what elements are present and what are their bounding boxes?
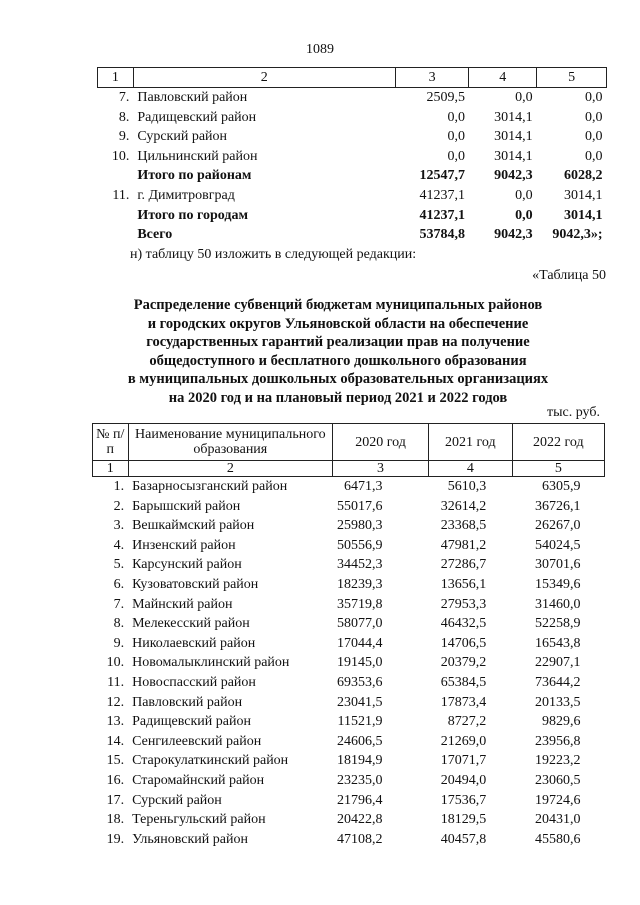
row-name: Цильнинский район <box>137 148 258 164</box>
row-number: 11. <box>112 187 130 203</box>
header-2022: 2022 год <box>512 424 604 461</box>
value-col5: 0,0 <box>585 109 603 125</box>
value-2020: 50556,9 <box>337 537 383 553</box>
header-2021: 2021 год <box>429 424 513 461</box>
value-2020: 25980,3 <box>337 518 383 534</box>
row-name: Всего <box>137 227 173 243</box>
value-col5: 0,0 <box>585 90 603 105</box>
value-2021: 23368,5 <box>440 518 487 534</box>
table-row <box>93 614 605 634</box>
table-row <box>93 575 605 595</box>
row-name: Радищевский район <box>137 109 257 125</box>
value-col3: 2509,5 <box>426 90 465 105</box>
title-line: и городских округов Ульяновской области на обеспечение <box>147 315 529 332</box>
header-cell: 4 <box>469 68 537 88</box>
value-2022: 9829,6 <box>542 714 581 730</box>
value-2020: 20422,8 <box>337 812 383 828</box>
value-col4: 9042,3 <box>494 227 533 243</box>
table-title <box>100 296 576 407</box>
row-number: 8. <box>118 109 130 125</box>
row-number: 19. <box>106 831 125 847</box>
value-2022: 52258,9 <box>535 616 581 632</box>
units-label: тыс. руб. <box>547 405 600 420</box>
value-2022: 54024,5 <box>535 537 581 553</box>
value-2021: 5610,3 <box>447 479 487 494</box>
value-col3: 12547,7 <box>419 168 465 184</box>
value-col4: 0,0 <box>515 90 533 105</box>
value-2022: 20133,5 <box>535 694 581 710</box>
header-cell: 1 <box>98 68 134 88</box>
row-name: Итого по городам <box>137 207 248 223</box>
title-line: общедоступного и бесплатного дошкольного образования <box>149 352 527 369</box>
header-2020: 2020 год <box>333 424 429 461</box>
row-number: 7. <box>113 596 125 612</box>
row-number: 7. <box>118 90 130 105</box>
value-col4: 3014,1 <box>494 129 533 145</box>
value-2021: 27286,7 <box>440 557 487 573</box>
value-2020: 34452,3 <box>337 557 383 573</box>
row-number: 6. <box>113 576 125 592</box>
municipality-name: Павловский район <box>132 694 243 710</box>
total-row <box>98 206 607 226</box>
value-col3: 41237,1 <box>419 207 465 223</box>
row-number: 15. <box>106 753 125 769</box>
row-name: Сурский район <box>137 129 228 145</box>
index-cell: 5 <box>512 461 604 477</box>
index-cell: 4 <box>429 461 513 477</box>
value-col5: 3014,1 <box>564 207 603 223</box>
header-cell: 3 <box>395 68 469 88</box>
value-2020: 24606,5 <box>337 733 383 749</box>
value-2020: 55017,6 <box>337 498 383 514</box>
title-line: государственных гарантий реализации прав на получение <box>146 334 530 350</box>
value-2021: 18129,5 <box>440 812 487 828</box>
municipality-name: Майнский район <box>132 596 233 612</box>
subvention-table <box>92 423 605 849</box>
value-col5: 0,0 <box>585 129 603 145</box>
municipality-name: Вешкаймский район <box>132 518 255 534</box>
table-row <box>93 595 605 615</box>
table-row <box>93 673 605 693</box>
row-number: 4. <box>113 537 125 553</box>
value-2020: 23235,0 <box>337 772 383 788</box>
value-2022: 31460,0 <box>535 596 581 612</box>
value-2022: 20431,0 <box>535 812 581 828</box>
municipality-name: Сенгилеевский район <box>132 733 262 749</box>
municipality-name: Кузоватовский район <box>132 576 259 592</box>
value-2021: 46432,5 <box>440 616 487 632</box>
table-row <box>93 693 605 713</box>
continued-table <box>97 67 607 245</box>
value-2020: 11521,9 <box>337 714 383 730</box>
header-cell: 2 <box>133 68 395 88</box>
value-2021: 20379,2 <box>440 655 487 671</box>
row-number: 13. <box>106 714 125 730</box>
value-2022: 23956,8 <box>535 733 581 749</box>
value-2021: 8727,2 <box>447 714 487 730</box>
row-number: 3. <box>113 518 125 534</box>
municipality-name: Сурский район <box>132 792 222 808</box>
row-number <box>98 166 134 186</box>
value-col4: 0,0 <box>515 187 533 203</box>
value-2022: 23060,5 <box>535 772 581 788</box>
value-2020: 23041,5 <box>337 694 383 710</box>
index-cell: 3 <box>333 461 429 477</box>
value-2022: 36726,1 <box>535 498 581 514</box>
value-2022: 19223,2 <box>535 753 581 769</box>
table-row <box>98 127 607 147</box>
row-number <box>98 206 134 226</box>
municipality-name: Базарносызганский район <box>132 479 288 494</box>
municipality-name: Инзенский район <box>132 537 236 553</box>
value-2021: 40457,8 <box>440 831 487 847</box>
table-row <box>93 791 605 811</box>
value-col4: 3014,1 <box>494 109 533 125</box>
total-row <box>98 225 607 245</box>
value-2022: 45580,6 <box>535 831 581 847</box>
row-name: Итого по районам <box>137 168 252 184</box>
value-2020: 69353,6 <box>337 674 383 690</box>
value-2022: 26267,0 <box>535 518 581 534</box>
value-2020: 58077,0 <box>337 616 383 632</box>
row-number: 9. <box>118 129 130 145</box>
municipality-name: Новоспасский район <box>132 674 256 690</box>
value-col3: 0,0 <box>447 109 465 125</box>
table-row <box>93 536 605 556</box>
row-number: 9. <box>113 635 125 651</box>
value-2021: 27953,3 <box>440 596 487 612</box>
index-cell: 2 <box>128 461 332 477</box>
value-col3: 53784,8 <box>419 227 465 243</box>
value-col4: 3014,1 <box>494 148 533 164</box>
table-row <box>93 516 605 536</box>
row-number: 10. <box>111 148 130 164</box>
table-row <box>98 88 607 108</box>
value-col3: 0,0 <box>447 148 465 164</box>
value-2020: 35719,8 <box>337 596 383 612</box>
value-2020: 18239,3 <box>337 576 383 592</box>
row-number: 14. <box>106 733 125 749</box>
table-row <box>93 653 605 673</box>
index-cell: 1 <box>93 461 129 477</box>
value-2020: 19145,0 <box>337 655 383 671</box>
row-number: 8. <box>113 616 125 632</box>
table-row <box>93 477 605 497</box>
table-row <box>93 810 605 830</box>
value-2021: 20494,0 <box>440 772 487 788</box>
page-number: 1089 <box>306 42 334 57</box>
table-row <box>93 555 605 575</box>
title-line: в муниципальных дошкольных образовательных организациях <box>127 371 549 387</box>
value-col5: 0,0 <box>585 148 603 164</box>
value-2021: 32614,2 <box>440 498 487 514</box>
value-col5: 6028,2 <box>564 168 603 184</box>
row-name: Павловский район <box>137 90 248 105</box>
value-2020: 47108,2 <box>337 831 383 847</box>
row-number: 12. <box>106 694 125 710</box>
value-2020: 17044,4 <box>337 635 383 651</box>
table-row <box>98 108 607 128</box>
value-2020: 6471,3 <box>344 479 383 494</box>
table-row <box>98 147 607 167</box>
row-number: 17. <box>106 792 125 808</box>
municipality-name: Радищевский район <box>132 714 251 730</box>
table-row <box>93 497 605 517</box>
municipality-name: Барышский район <box>132 498 241 514</box>
value-2021: 14706,5 <box>440 635 487 651</box>
municipality-name: Николаевский район <box>132 635 256 651</box>
municipality-name: Мелекесский район <box>132 616 250 632</box>
value-2022: 73644,2 <box>535 674 581 690</box>
value-col3: 41237,1 <box>419 187 465 203</box>
value-2021: 47981,2 <box>440 537 487 553</box>
value-col5: 3014,1 <box>564 187 603 203</box>
value-2021: 17536,7 <box>440 792 487 808</box>
table-label: «Таблица 50 <box>532 268 606 283</box>
table-row <box>93 830 605 850</box>
row-number: 1. <box>113 479 125 494</box>
value-2022: 16543,8 <box>535 635 581 651</box>
row-number: 16. <box>106 772 125 788</box>
table-row <box>93 771 605 791</box>
value-col4: 0,0 <box>515 207 533 223</box>
value-2021: 17071,7 <box>440 753 487 769</box>
row-number: 2. <box>113 498 125 514</box>
municipality-name: Тереньгульский район <box>132 812 266 828</box>
value-2022: 22907,1 <box>535 655 581 671</box>
table-row <box>98 186 607 206</box>
value-2021: 65384,5 <box>440 674 487 690</box>
value-2022: 15349,6 <box>535 576 581 592</box>
value-col3: 0,0 <box>447 129 465 145</box>
title-line: Распределение субвенций бюджетам муниципальных районов <box>133 297 543 313</box>
value-2022: 30701,6 <box>535 557 581 573</box>
total-row <box>98 166 607 186</box>
row-number <box>98 225 134 245</box>
row-name: г. Димитровград <box>137 187 235 203</box>
table-row <box>93 712 605 732</box>
header-cell: 5 <box>537 68 607 88</box>
value-2020: 21796,4 <box>337 792 383 808</box>
municipality-name: Карсунский район <box>132 557 242 573</box>
value-2022: 19724,6 <box>535 792 581 808</box>
row-number: 5. <box>113 557 125 573</box>
header-num: № п/п <box>93 424 129 461</box>
table-row <box>93 751 605 771</box>
title-line: на 2020 год и на плановый период 2021 и 2022 годов <box>168 389 508 406</box>
row-number: 10. <box>106 655 125 671</box>
value-2021: 21269,0 <box>440 733 487 749</box>
municipality-name: Старокулаткинский район <box>132 753 289 769</box>
value-2022: 6305,9 <box>542 479 581 494</box>
value-col4: 9042,3 <box>494 168 533 184</box>
row-number: 18. <box>106 812 125 828</box>
municipality-name: Новомалыклинский район <box>132 655 290 671</box>
table-header-row <box>98 68 607 88</box>
amendment-note: н) таблицу 50 изложить в следующей редакции: <box>130 247 417 262</box>
table-row <box>93 732 605 752</box>
table-row <box>93 634 605 654</box>
value-2021: 13656,1 <box>440 576 487 592</box>
municipality-name: Ульяновский район <box>132 831 248 847</box>
value-2021: 17873,4 <box>440 694 487 710</box>
municipality-name: Старомайнский район <box>132 772 265 788</box>
row-number: 11. <box>107 674 125 690</box>
value-2020: 18194,9 <box>337 753 383 769</box>
value-col5: 9042,3»; <box>552 227 603 243</box>
header-name: Наименование муниципального образования <box>128 424 332 461</box>
